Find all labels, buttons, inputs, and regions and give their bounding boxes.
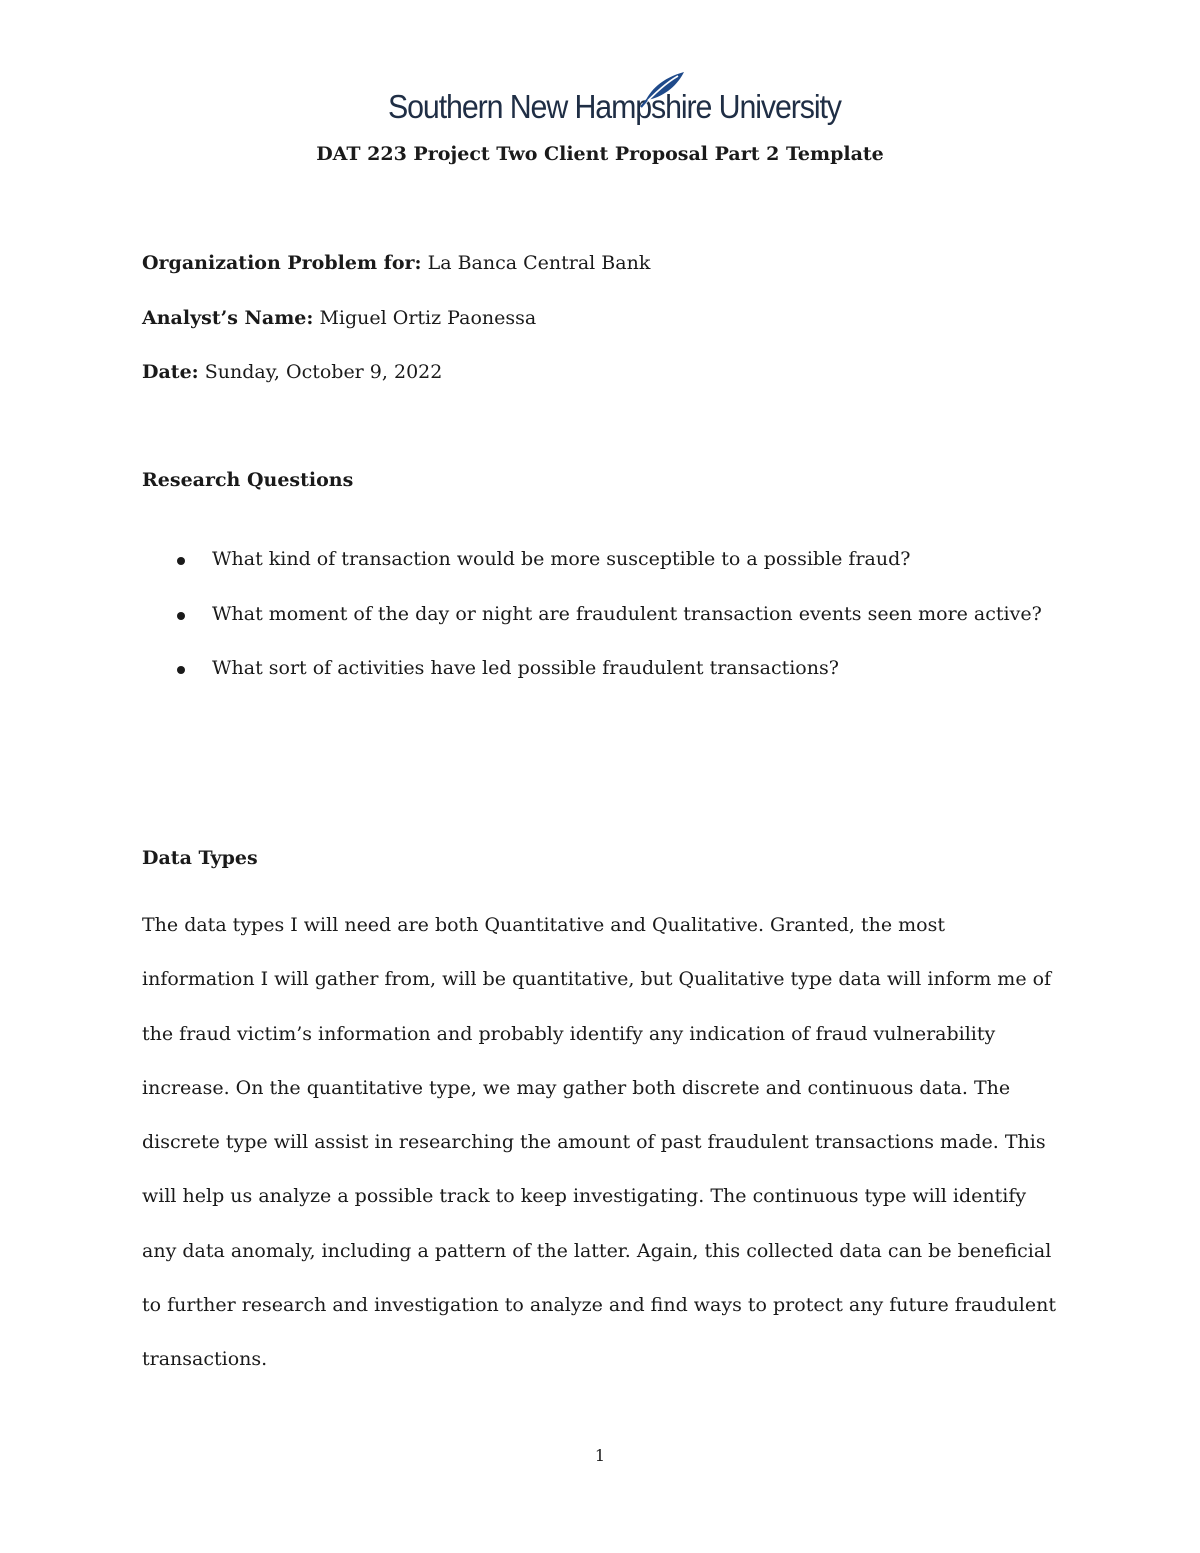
page-number: 1 — [594, 1446, 606, 1465]
bullet-icon — [177, 557, 185, 565]
document-title: DAT 223 Project Two Client Proposal Part 2 Template — [316, 143, 884, 165]
bullet-icon — [177, 666, 185, 674]
organization-label: Organization Problem for: — [142, 252, 422, 274]
organization-value: La Banca Central Bank — [427, 252, 651, 274]
question-text: What sort of activities have led possible fraudulent transactions? — [212, 657, 839, 679]
university-logo — [388, 70, 841, 136]
date-field — [142, 361, 442, 383]
date-value: Sunday, October 9, 2022 — [204, 361, 443, 383]
question-text: What moment of the day or night are fraudulent transaction events seen more active? — [212, 602, 1042, 625]
analyst-value: Miguel Ortiz Paonessa — [319, 307, 537, 329]
data-types-heading: Data Types — [142, 847, 258, 869]
organization-field — [142, 252, 650, 274]
bullet-icon — [177, 612, 185, 620]
quill-leaf-icon — [638, 70, 688, 108]
date-label: Date: — [142, 361, 199, 383]
question-text: What kind of transaction would be more susceptible to a possible fraud? — [212, 548, 911, 570]
logo-wordmark: Southern New Hampshire University — [388, 88, 841, 125]
data-types-paragraph: The data types I will need are both Quantitative and Qualitative. Granted, the most information I will gather from, will be quantitative, but Qualitative type data will inform me of the fraud victim’s information and probably identify any indication of fraud vulnerability increase. On the quantitative type, we may gather both discrete and continuous data. The discrete type will assist in researching the amount of past fraudulent transactions made. This will help us analyze a possible track to keep investigating. The continuous type will identify any data anomaly, including a pattern of the latter. Again, this collected data can be beneficial to further research and investigation to analyze and find ways to protect any future fraudulent transactions. — [142, 914, 1057, 1371]
research-questions-heading: Research Questions — [142, 469, 354, 491]
analyst-label: Analyst’s Name: — [142, 307, 314, 329]
analyst-field — [142, 307, 536, 329]
